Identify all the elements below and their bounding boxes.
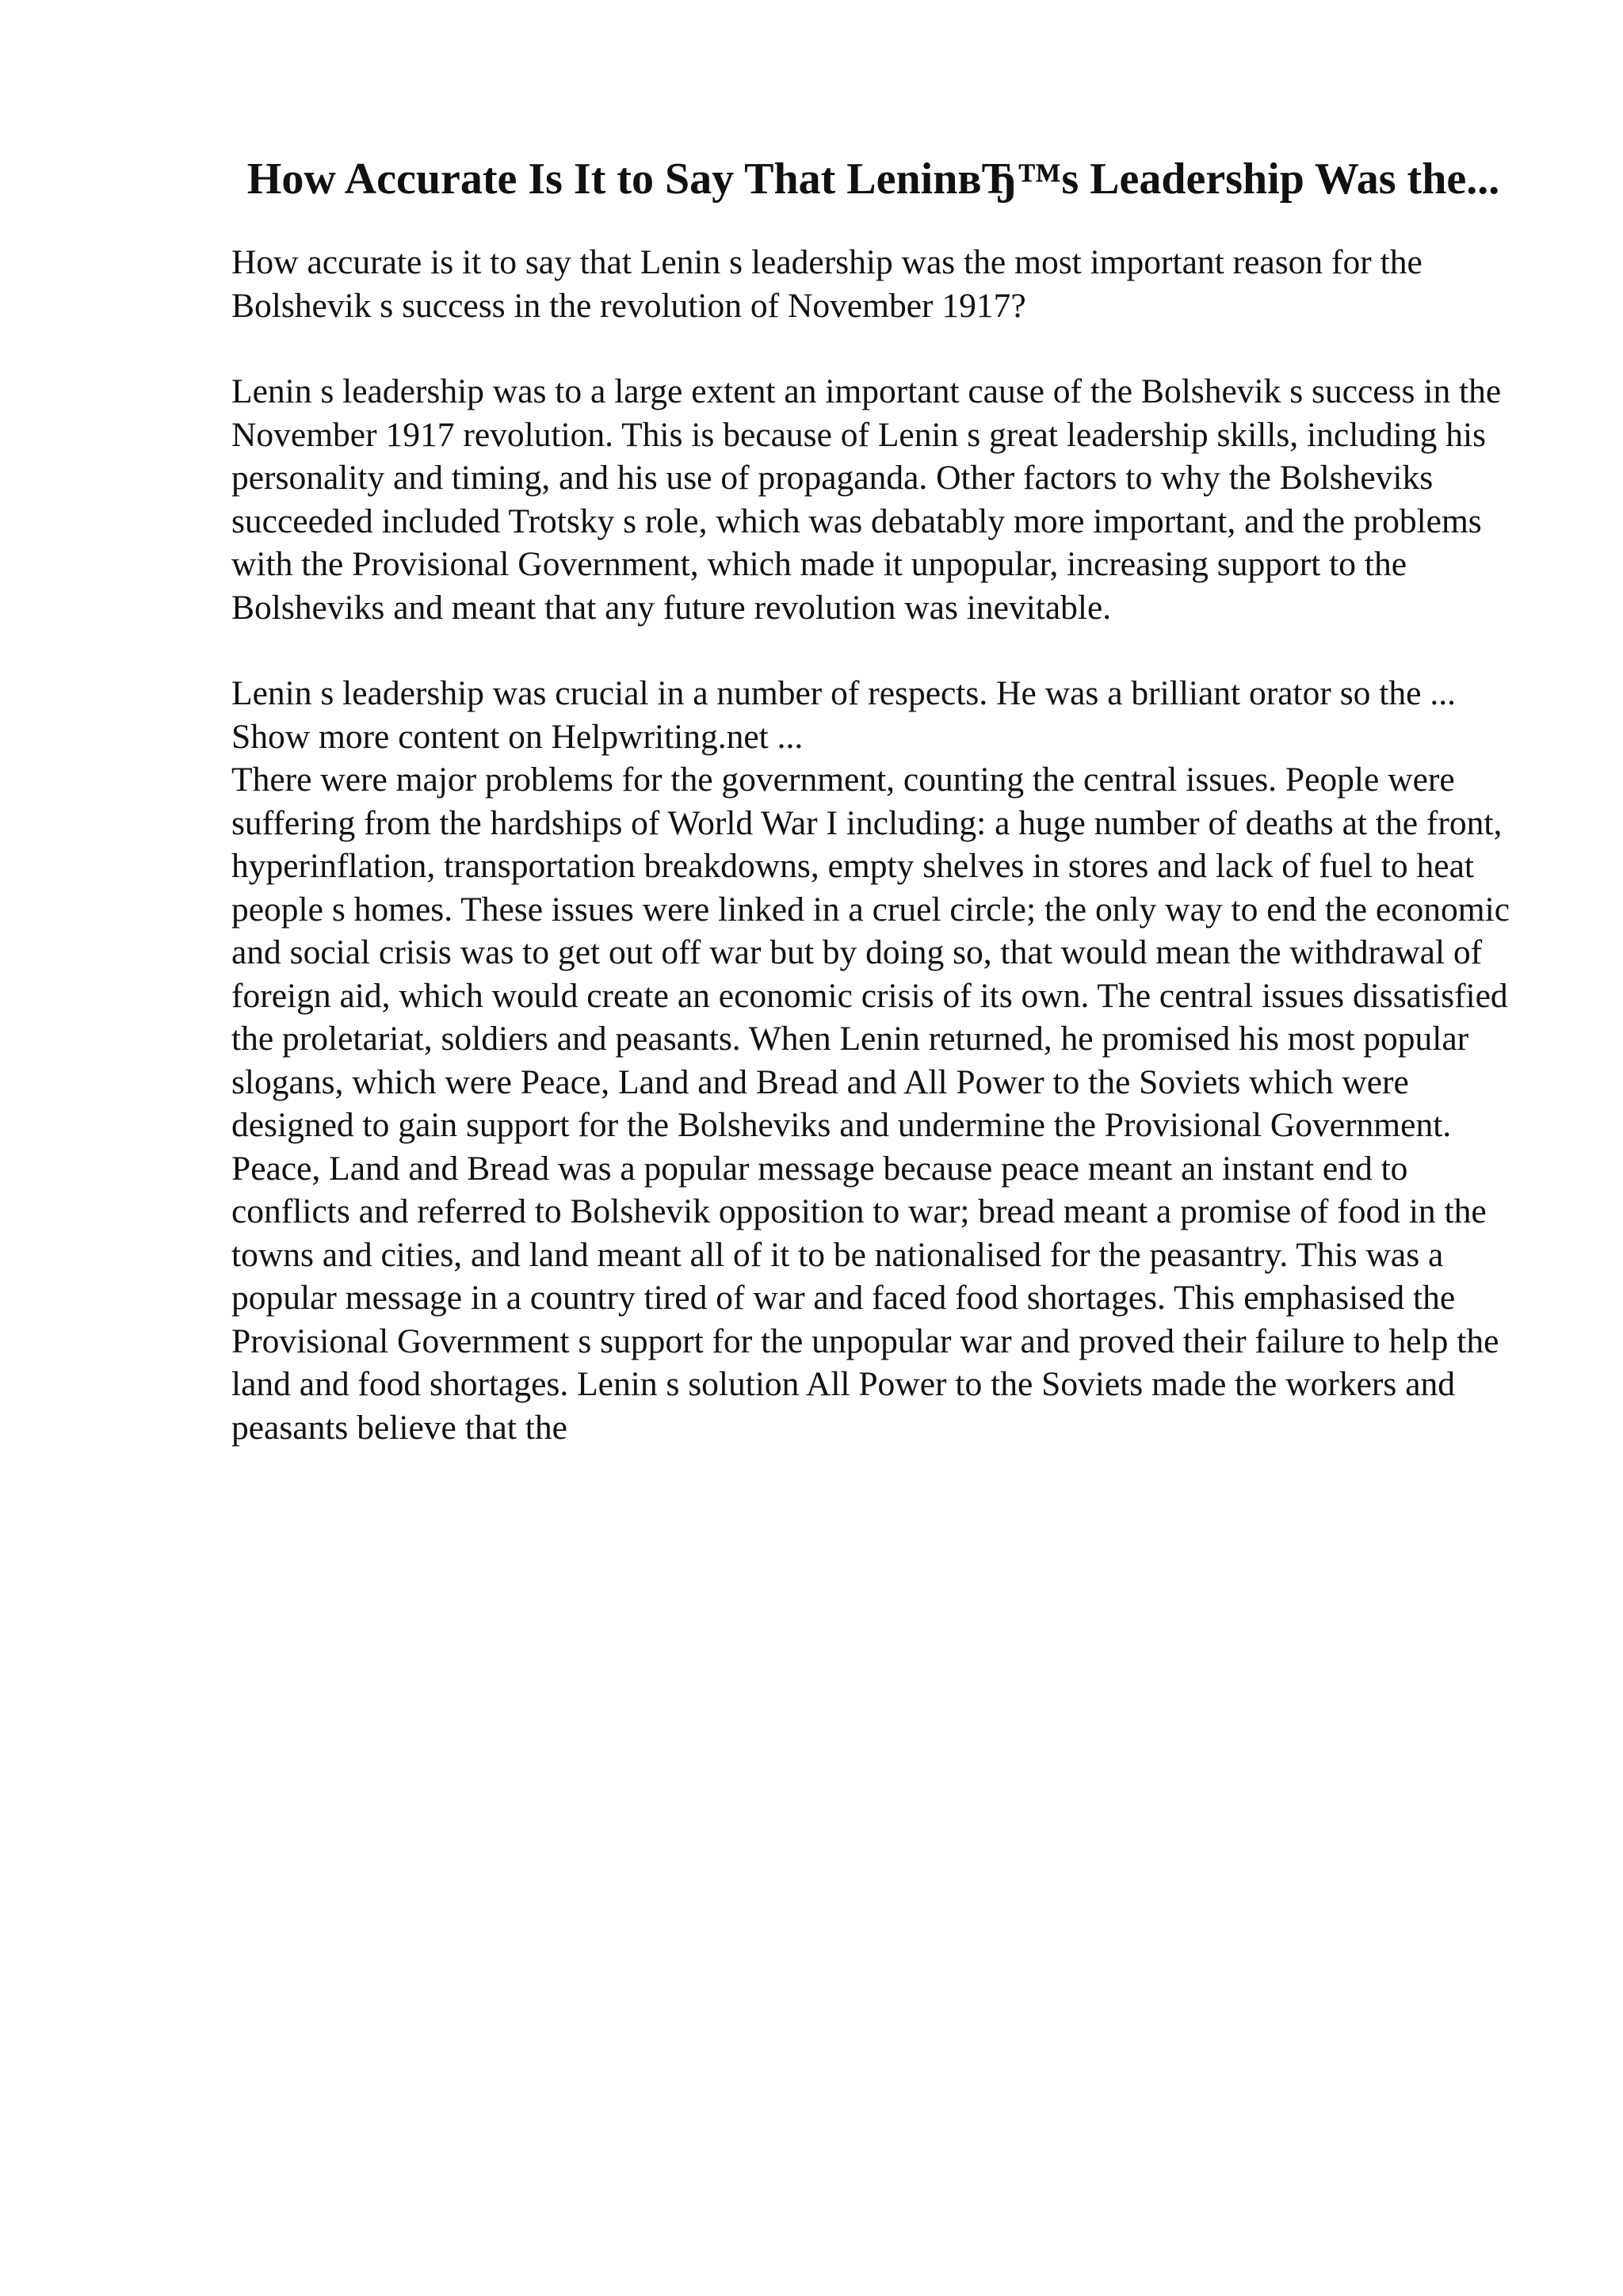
government-problems-paragraph: There were major problems for the government, counting the central issues. People were suffering from the hardships of World War I including: a huge number of deaths at the front, hyperinflation, transportation breakdowns, empty shelves in stores and lack of fuel to heat people s homes. These issues were linked in a cruel circle; the only way to end the economic and social crisis was to get out off war but by doing so, that would mean the withdrawal of foreign aid, which would create an economic crisis of its own. The central issues dissatisfied the proletariat, soldiers and peasants. When Lenin returned, he promised his most popular slogans, which were Peace, Land and Bread and All Power to the Soviets which were designed to gain support for the Bolsheviks and undermine the Provisional Government. Peace, Land and Bread was a popular message because peace meant an instant end to conflicts and referred to Bolshevik opposition to war; bread meant a promise of food in the towns and cities, and land meant all of it to be nationalised for the peasantry. This was a popular message in a country tired of war and faced food shortages. This emphasised the Provisional Government s support for the unpopular war and proved their failure to help the land and food shortages. Lenin s solution All Power to the Soviets made the workers and peasants believe that the: [231, 761, 1510, 1447]
document-title: How Accurate Is It to Say That LeninвЂ™s Leadership Was the...: [246, 154, 1500, 204]
document-content: [231, 149, 1515, 1449]
intro-paragraph: Lenin s leadership was to a large extent an important cause of the Bolshevik s success in the November 1917 revolution. This is because of Lenin s great leadership skills, including his personality and timing, and his use of propaganda. Other factors to why the Bolsheviks succeeded included Trotsky s role, which was debatably more important, and the problems with the Provisional Government, which made it unpopular, increasing support to the Bolsheviks and meant that any future revolution was inevitable.: [231, 372, 1502, 627]
question-paragraph: How accurate is it to say that Lenin s leadership was the most important reason for the Bolshevik s success in the revolution of November 1917?: [231, 243, 1423, 325]
leadership-paragraph: Lenin s leadership was crucial in a number of respects. He was a brilliant orator so the ... Show more content on Helpwriting.net ...: [231, 674, 1456, 756]
